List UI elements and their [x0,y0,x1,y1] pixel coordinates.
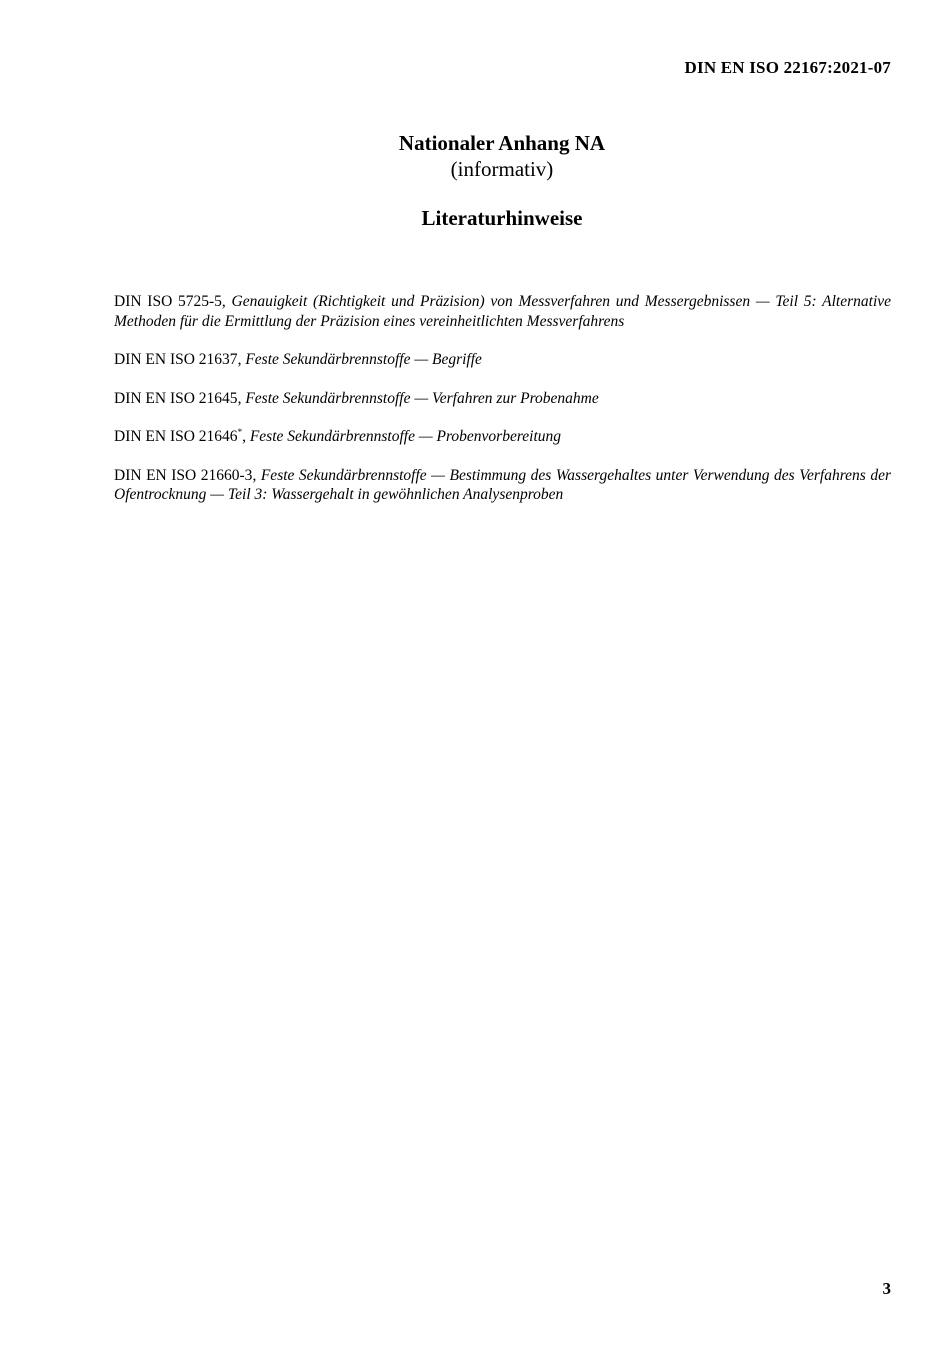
section-title: Literaturhinweise [421,206,583,230]
annex-subtitle: (informativ) [450,157,554,181]
page-number: 3 [882,1279,891,1298]
reference-item: DIN ISO 5725-5, Genauigkeit (Richtigkeit und Präzision) von Messverfahren und Messergebnissen — Teil 5: Alternative Methoden für die Ermittlung der Präzision eines vereinheitlichten Messverfahrens [114,293,892,330]
reference-title: Feste Sekundärbrennstoffe — Begriffe [245,351,482,368]
reference-code: DIN EN ISO 21646 [114,428,238,445]
annex-title: Nationaler Anhang NA [398,131,606,155]
reference-item: DIN EN ISO 21645, Feste Sekundärbrennstoffe — Verfahren zur Probenahme [114,389,599,407]
document-id: DIN EN ISO 22167:2021-07 [684,58,891,77]
footnote-mark: * [237,427,243,437]
reference-title: Genauigkeit (Richtigkeit und Präzision) von Messverfahren und Messergebnissen — Teil 5: Alternative Methoden für die Ermittlung der Präzision eines vereinheitlichten Messverfahrens [114,293,892,330]
reference-code: DIN EN ISO 21645 [114,389,238,407]
reference-title: Feste Sekundärbrennstoffe — Probenvorbereitung [249,428,562,445]
reference-code: DIN ISO 5725-5 [114,293,222,310]
reference-code: DIN EN ISO 21637 [114,351,238,368]
reference-list [114,292,891,524]
reference-item: DIN EN ISO 21646*, Feste Sekundärbrennstoffe — Probenvorbereitung [114,427,562,445]
reference-title: Feste Sekundärbrennstoffe — Bestimmung des Wassergehaltes unter Verwendung des Verfahrens der Ofentrocknung — Teil 3: Wassergehalt in gewöhnlichen Analysenproben [114,466,891,503]
reference-item: DIN EN ISO 21637, Feste Sekundärbrennstoffe — Begriffe [114,351,482,368]
reference-code: DIN EN ISO 21660-3 [114,466,253,484]
reference-title: Feste Sekundärbrennstoffe — Verfahren zur Probenahme [245,389,599,407]
annex-heading [0,130,950,182]
reference-item: DIN EN ISO 21660-3, Feste Sekundärbrennstoffe — Bestimmung des Wassergehaltes unter Verwendung des Verfahrens der Ofentrocknung — Teil 3: Wassergehalt in gewöhnlichen Analysenproben [114,466,891,503]
